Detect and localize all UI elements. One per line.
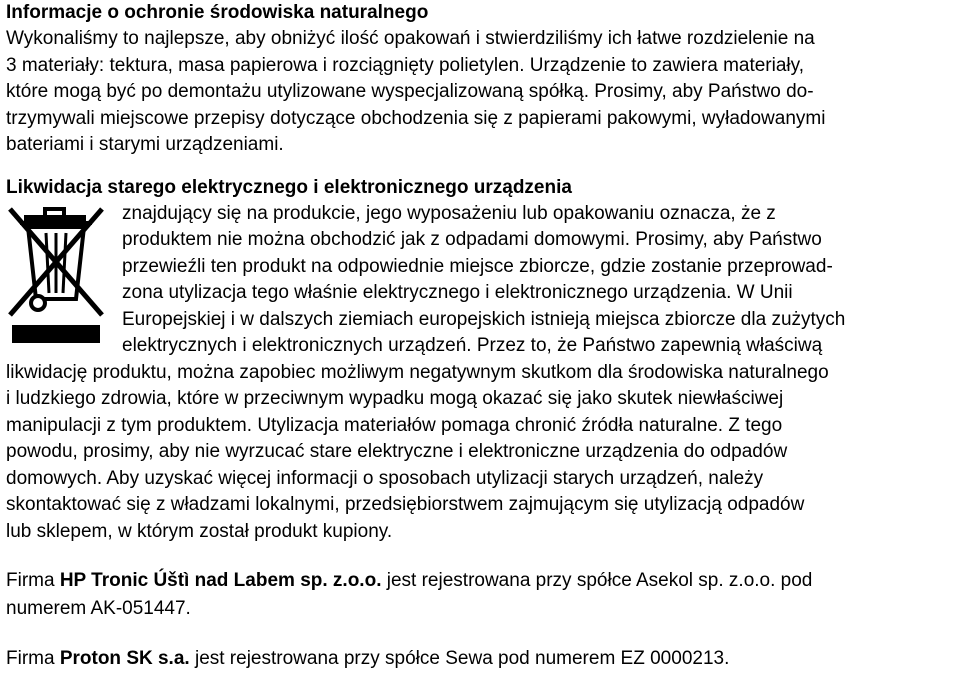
firm-prefix: Firma bbox=[6, 648, 60, 669]
paragraph-line: znajdujący się na produkcie, jego wyposażeniu lub opakowaniu oznacza, że z bbox=[122, 202, 776, 224]
paragraph-line: które mogą być po demontażu utylizowane wyspecjalizowaną spółką. Prosimy, aby Państwo do- bbox=[6, 81, 814, 102]
paragraph-line: likwidację produktu, można zapobiec możliwym negatywnym skutkom dla środowiska naturalnego bbox=[6, 361, 829, 383]
paragraph-line: manipulacji z tym produktem. Utylizacja materiałów pomaga chronić źródła naturalne. Z tego bbox=[6, 414, 783, 436]
firm-registration-number: numerem AK-051447. bbox=[6, 598, 191, 619]
paragraph-line: trzymywali miejscowe przepisy dotyczące obchodzenia się z papierami pakowymi, wyładowanymi bbox=[6, 107, 826, 129]
paragraph-line: elektrycznych i elektronicznych urządzeń. Przez to, że Państwo zapewnią właściwą bbox=[122, 335, 823, 356]
paragraph-line: zona utylizacja tego właśnie elektrycznego i elektronicznego urządzenia. W Unii bbox=[122, 282, 793, 303]
firm-registration-proton bbox=[6, 645, 956, 673]
firm-name: Proton SK s.a. bbox=[59, 648, 190, 669]
section-heading-disposal: Likwidacja starego elektrycznego i elektronicznego urządzenia bbox=[6, 176, 572, 198]
crossed-out-wheelie-bin-icon bbox=[2, 203, 112, 353]
paragraph-line: bateriami i starymi urządzeniami. bbox=[6, 134, 284, 155]
firm-name: HP Tronic Úštì nad Labem sp. z.o.o. bbox=[59, 570, 382, 591]
paragraph-line: powodu, prosimy, aby nie wyrzucać stare elektryczne i elektroniczne urządzenia do odpadów bbox=[6, 441, 788, 462]
firm-registration-text: jest rejestrowana przy spółce Sewa pod numerem EZ 0000213. bbox=[189, 648, 730, 669]
paragraph-line: skontaktować się z władzami lokalnymi, przedsiębiorstwem zajmującym się utylizacją odpadów bbox=[6, 494, 805, 515]
paragraph-line: przewieźli ten produkt na odpowiednie miejsce zbiorcze, gdzie zostanie przeprowad- bbox=[122, 255, 833, 277]
paragraph-line: produktem nie można obchodzić jak z odpadami domowymi. Prosimy, aby Państwo bbox=[122, 229, 822, 250]
paragraph-line: Wykonaliśmy to najlepsze, aby obniżyć ilość opakowań i stwierdziliśmy ich łatwe rozdzielenie na bbox=[6, 28, 815, 49]
disposal-section bbox=[6, 175, 956, 546]
paragraph-line: domowych. Aby uzyskać więcej informacji o sposobach utylizacji starych urządzeń, należy bbox=[6, 467, 764, 489]
firm-registration-hp-tronic bbox=[6, 567, 956, 623]
section-heading-environment: Informacje o ochronie środowiska naturalnego bbox=[6, 2, 429, 23]
paragraph-line: lub sklepem, w którym został produkt kupiony. bbox=[6, 520, 393, 542]
paragraph-line: 3 materiały: tektura, masa papierowa i rozciągnięty polietylen. Urządzenie to zawiera materiały, bbox=[6, 54, 805, 76]
firm-registration-text: jest rejestrowana przy spółce Asekol sp. z.o.o. pod bbox=[381, 570, 813, 591]
environment-section bbox=[6, 0, 956, 159]
disposal-indented-text bbox=[6, 201, 956, 360]
firm-prefix: Firma bbox=[6, 570, 60, 591]
document-page bbox=[6, 0, 956, 673]
paragraph-line: Europejskiej i w dalszych ziemiach europejskich istnieją miejsca zbiorcze dla zużytych bbox=[122, 308, 846, 330]
paragraph-line: i ludzkiego zdrowia, które w przeciwnym wypadku mogą okazać się jako skutek niewłaściwej bbox=[6, 388, 784, 409]
